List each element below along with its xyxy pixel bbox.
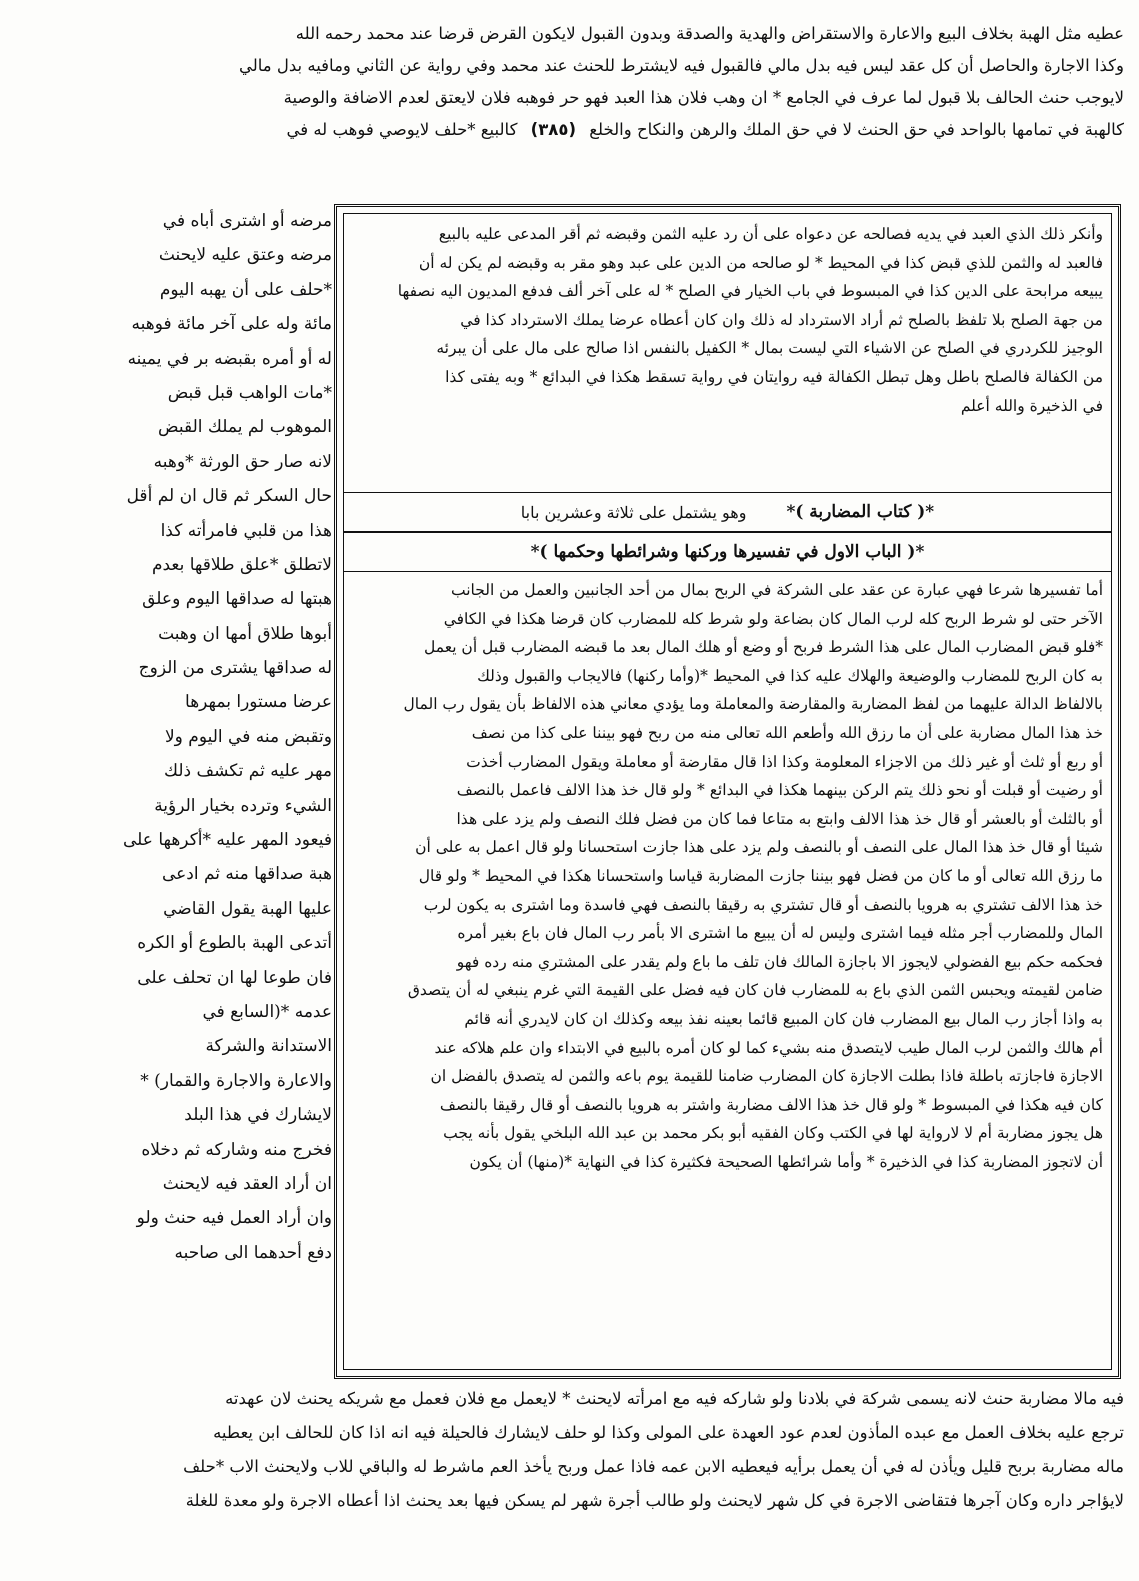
side-line: الموهوب لم يملك القبض [158,417,332,438]
section-line: *فلو قبض المضارب المال على هذا الشرط فربح أو وضع أو هلك المال بعد ما قبضه المضارب قبل أن يعمل [424,638,1103,657]
side-column [10,204,332,1382]
main-line: من الكفالة فالصلح باطل وهل تبطل الكفالة فيه روايتان في رواية تسقط هكذا في البدائع * وبه يفتى كذا [445,367,1103,386]
main-frame [334,204,1121,1379]
section-line: كان فيه هكذا في المبسوط * ولو قال خذ هذا الالف مضاربة واشتر به هرويا بالنصف أو قال رقيقا بالنصف [439,1095,1103,1114]
top-line: وكذا الاجارة والحاصل أن كل عقد ليس فيه بدل مالي فالقبول فيه لايشترط للحنث عند محمد وفي رواية عن الثاني ومافيه بدل مالي [238,56,1124,75]
bottom-line: لايؤاجر داره وكان آجرها فتقاضى الاجرة في كل شهر لايحنث ولو طالب أجرة شهر لم يسكن فيها بعد يحنث اذا أعطاه الاجرة ولو معدة للغلة [185,1491,1124,1510]
side-line: الاستدانة والشركة [205,1036,332,1057]
side-line: لاتطلق *علق طلاقها بعدم [151,554,332,575]
section-line: به واذا أجاز رب المال بيع المضارب فان كان المبيع قائما بعينه نفذ بيعه وكذلك ان كان لايدري أنه قائم [464,1009,1103,1028]
main-line: يبيعه مرابحة على الدين كذا في المبسوط في باب الخيار في الصلح * له على آخر ألف فدفع المديون اليه نصفها [397,282,1103,301]
top-line: كالبيع *حلف لايوصي فوهب له في [286,120,518,139]
side-line: عرضا مستورا بمهرها [185,692,332,713]
side-line: وتقبض منه في اليوم ولا [164,726,332,747]
side-line: له صداقها يشترى من الزوج [138,658,332,679]
section-line: أو بالثلث أو بالعشر أو قال خذ هذا الالف وابتع به متاعا فما كان من فضل فلك النصف ولم يزد على هذا [456,809,1103,828]
section-line: ضامن لقيمته ويحبس الثمن الذي باع به للمضارب فان كان فيه فضل على القيمة التي غرم ينبغي له أن يتصدق [407,981,1103,1000]
side-line: أتدعى الهبة بالطوع أو الكره [137,933,332,954]
side-line: مرضه أو اشترى أباه في [162,211,332,231]
side-line: ان أراد العقد فيه لايحنث [162,1173,332,1194]
section-line: بالالفاظ الدالة عليهما من لفظ المضاربة والمقارضة والمعاملة وما يؤدي معاني هذه الالفاظ بأن يقول رب المال [403,695,1103,714]
section-line: به كان الربح للمضارب والوضيعة والهلاك عليه كذا في المحيط *(وأما ركنها) فالايجاب والقبول وذلك [477,666,1103,685]
main-line: وأنكر ذلك الذي العبد في يديه فصالحه عن دعواه على أن رد عليه الثمن وقبضه ثم أقر المدعى عليه بالبيع [438,225,1103,243]
side-line: عدمه *(السابع في [202,1001,332,1022]
side-line: مائة وله على آخر مائة فوهبه [131,314,332,335]
section-line: ما رزق الله تعالى أو ما كان من فضل فهو بيننا جازت المضاربة قياسا واستحسانا هكذا في المحيط * ولو قال [418,866,1103,885]
section-line: خذ هذا المال مضاربة على أن ما رزق الله وأطعم الله تعالى منه من ربح فهو بيننا على كذا من نصف [471,723,1103,742]
side-line: أبوها طلاق أمها ان وهبت [158,623,332,644]
bottom-line: ترجع عليه بخلاف العمل مع عبده المأذون لعدم عود العهدة على المولى وكذا لو حلف لايشارك فالحيلة فيه انه اذا كان للحالف ابن يعطيه [213,1423,1124,1442]
side-line: فيعود المهر عليه *أكرهها على [122,830,332,851]
book-subtitle: وهو يشتمل على ثلاثة وعشرين بابا [520,502,747,522]
side-line: هذا من قلبي فامرأته كذا [160,520,332,541]
main-line: الوجيز للكردري في الصلح عن الاشياء التي ليست بمال * الكفيل بالنفس اذا صالح على مال على أن يبرئه [436,339,1103,358]
main-section-text [352,576,1103,1176]
side-line: دفع أحدهما الى صاحبه [174,1242,332,1263]
section-line: خذ هذا الالف تشتري به هرويا بالنصف أو قال تشتري به رقيقا بالنصف فهي فاسدة وما اشترى به يكون لرب [423,895,1103,914]
side-line: عليها الهبة يقول القاضي [163,898,332,919]
side-line: حال السكر ثم قال ان لم أقل [126,486,332,507]
section-line: أم هالك والثمن لرب المال طيب لايتصدق منه بشيء كما لو كان أمره بالبيع في الابتداء وان علم هلاكه عند [434,1038,1103,1057]
section-line: شيئا أو قال خذ هذا المال على النصف أو بالنصف ولم يزد على هذا جازت استحسانا ولو قال اعمل به على أن [415,838,1103,857]
side-line: مهر عليه ثم تكشف ذلك [164,761,332,782]
bottom-text-block [16,1382,1124,1518]
side-line: *حلف على أن يهبه اليوم [159,279,332,300]
side-line: هبة صداقها منه ثم ادعى [161,864,332,885]
top-text-block [16,18,1124,146]
section-line: أما تفسيرها شرعا فهي عبارة عن عقد على الشركة في الربح بمال من أحد الجانبين والعمل من الجانب [450,581,1103,599]
main-line: من جهة الصلح بلا تلفظ بالصلح ثم أراد الاسترداد له ذلك وان كان أعطاه عرضا يملك الاسترداد كذا في [460,310,1103,329]
book-title: *( كتاب المضاربة )* [786,502,935,522]
side-line: لايشارك في هذا البلد [184,1105,332,1126]
side-line: *مات الواهب قبل قبض [167,382,332,403]
chapter-title-box [344,532,1111,572]
section-line: الاجازة فاجازته باطلة فاذا بطلت الاجازة كان المضارب ضامنا للقيمة يوم باعه والثمن له يتصدق بالفضل ان [430,1067,1103,1086]
top-line: لايوجب حنث الحالف بلا قبول لما عرف في الجامع * ان وهب فلان هذا العبد فهو حر فوهبه فلان لايعتق لعدم الاضافة والوصية [283,88,1124,107]
bottom-line: ماله مضاربة بربح قليل ويأذن له في أن يعمل برأيه فيعطيه الابن عمه فاذا عمل وربح يأخذ العم ماشرط له والباقي للاب ولايحنث الاب *حلف [183,1457,1124,1476]
side-line: له أو أمره بقبضه بر في يمينه [127,348,332,369]
section-line: أو ربع أو ثلث أو غير ذلك من الاجزاء المعلومة وكذا اذا قال مقارضة أو معاملة ويقول المضارب أخذت [466,752,1103,771]
main-line: فالعبد له والثمن للذي قبض كذا في المحيط * لو صالحه من الدين على عبد وهو مقر به وقبضه لم يكن له أن [418,253,1103,272]
side-line: وان أراد العمل فيه حنث ولو [136,1208,332,1229]
side-line: فان طوعا لها ان تحلف على [137,967,332,988]
top-line-with-page-number [16,114,1124,146]
main-top-text [352,220,1103,420]
main-frame-inner [343,213,1112,1370]
side-line: هبتها له صداقها اليوم وعلق [142,589,332,610]
section-line: أو رضيت أو قبلت أو نحو ذلك يتم الركن بينهما هكذا في البدائع * ولو قال خذ هذا الالف فاعمل بالنصف [456,781,1103,800]
side-line: مرضه وعتق عليه لايحنث [158,245,332,266]
main-line: في الذخيرة والله أعلم [960,396,1103,415]
book-title-box [344,492,1111,532]
section-line: أن لاتجوز المضاربة كذا في الذخيرة * وأما شرائطها الصحيحة فكثيرة كذا في النهاية *(منها) أن يكون [469,1152,1103,1171]
top-line: عطيه مثل الهبة بخلاف البيع والاعارة والاستقراض والهدية والصدقة وبدون القبول لايكون القرض قرضا عند محمد رحمه الله [295,24,1124,43]
chapter-title: *( الباب الاول في تفسيرها وركنها وشرائطها وحكمها )* [530,542,925,562]
side-line: الشيء وترده بخيار الرؤية [154,795,332,816]
side-line: فخرج منه وشاركه ثم دخلاه [141,1139,332,1160]
section-line: المال وللمضارب أجر مثله فيما اشترى وليس له أن يبيع ما اشترى الا بأمر رب المال فان باع بغير أمره [457,924,1103,943]
side-line: لانه صار حق الورثة *وهبه [153,451,332,472]
top-line: كالهبة في تمامها بالواحد في حق الحنث لا في حق الملك والرهن والنكاح والخلع [589,120,1124,139]
section-line: فحكمه حكم بيع الفضولي لايجوز الا باجازة المالك فان تلف ما باع ولم يقدر على المشتري منه رده فهو [456,952,1103,971]
section-line: هل يجوز مضاربة أم لا لارواية لها في الكتب وكان الفقيه أبو بكر محمد بن عبد الله البلخي يقول بأنه يجب [443,1124,1103,1143]
side-line: والاعارة والاجارة والقمار) * [140,1070,332,1091]
section-line: الآخر حتى لو شرط الربح كله لرب المال كان بضاعة ولو شرط كله للمضارب كان قرضا هكذا في الكافي [443,609,1103,628]
page-number: (٣٨٥) [530,120,576,139]
bottom-line: فيه مالا مضاربة حنث لانه يسمى شركة في بلادنا ولو شاركه فيه مع امرأته لايحنث * لايعمل مع فلان فعمل مع شريكه يحنث لان عهدته [225,1389,1124,1408]
